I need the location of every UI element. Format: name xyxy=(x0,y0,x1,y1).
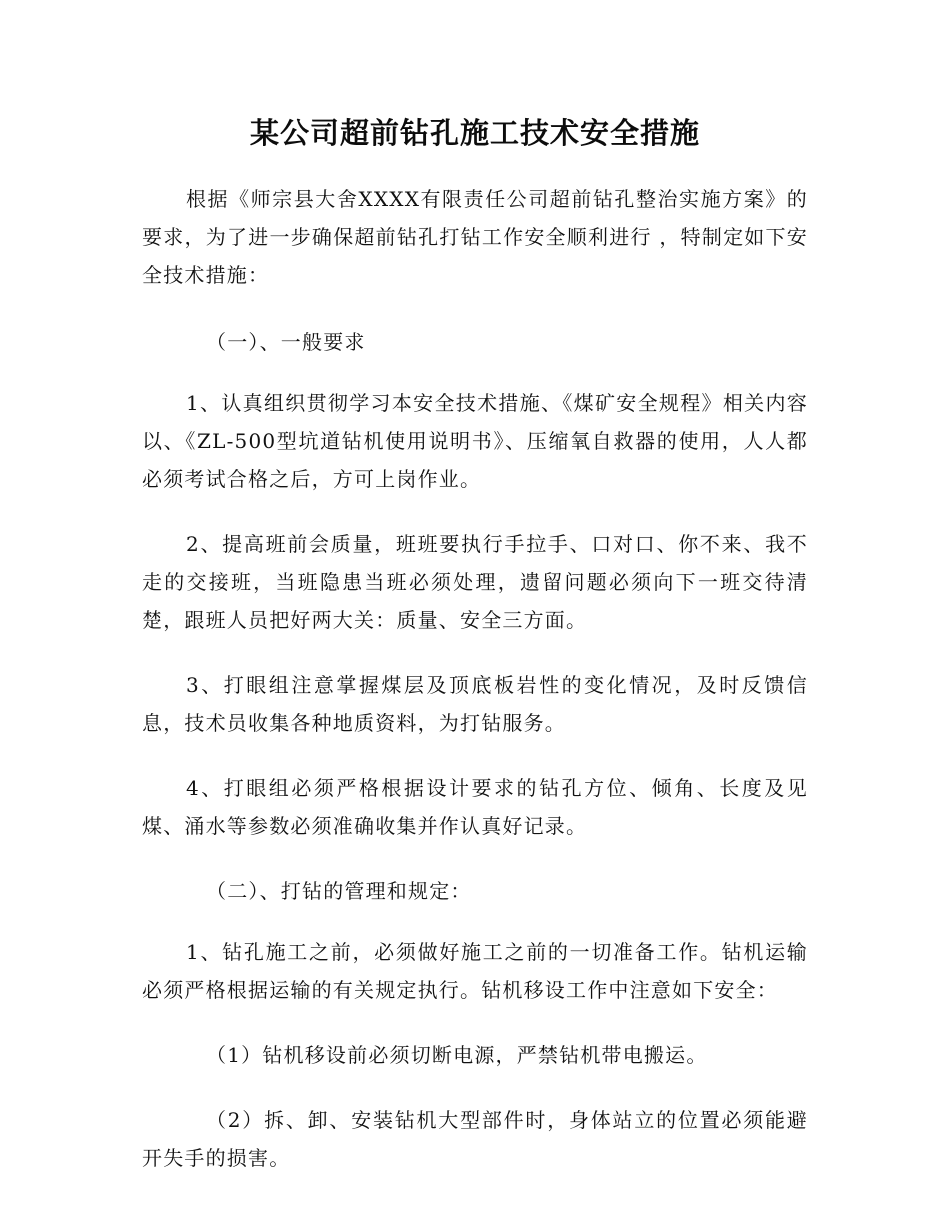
document-body xyxy=(142,118,808,1204)
section-heading-general: （一）、一般要求 xyxy=(206,330,366,354)
drilling-item-1: 1、钻孔施工之前，必须做好施工之前的一切准备工作。钻机运输必须严格根据运输的有关规定执行。钻机移设工作中注意如下安全： xyxy=(142,940,808,1002)
general-item-2: 2、提高班前会质量，班班要执行手拉手、口对口、你不来、我不走的交接班，当班隐患当班必须处理，遗留问题必须向下一班交待清楚，跟班人员把好两大关：质量、安全三方面。 xyxy=(142,532,808,632)
drilling-subitem-2: （2）拆、卸、安装钻机大型部件时，身体站立的位置必须能避开失手的损害。 xyxy=(142,1108,808,1170)
general-item-1: 1、认真组织贯彻学习本安全技术措施、《煤矿安全规程》相关内容以、《ZL-500型坑道钻机使用说明书》、压缩氧自救器的使用，人人都必须考试合格之后，方可上岗作业。 xyxy=(142,391,808,491)
general-item-4: 4、打眼组必须严格根据设计要求的钻孔方位、倾角、长度及见煤、涌水等参数必须准确收集并作认真好记录。 xyxy=(142,776,808,838)
intro-paragraph: 根据《师宗县大舍XXXX有限责任公司超前钻孔整治实施方案》的要求，为了进一步确保超前钻孔打钻工作安全顺利进行 ，特制定如下安全技术措施： xyxy=(142,187,808,287)
general-item-3: 3、打眼组注意掌握煤层及顶底板岩性的变化情况，及时反馈信息，技术员收集各种地质资料，为打钻服务。 xyxy=(142,673,808,735)
section-heading-drilling: （二）、打钻的管理和规定： xyxy=(206,879,472,903)
document-title: 某公司超前钻孔施工技术安全措施 xyxy=(249,116,700,150)
drilling-subitem-1: （1）钻机移设前必须切断电源，严禁钻机带电搬运。 xyxy=(206,1043,708,1067)
